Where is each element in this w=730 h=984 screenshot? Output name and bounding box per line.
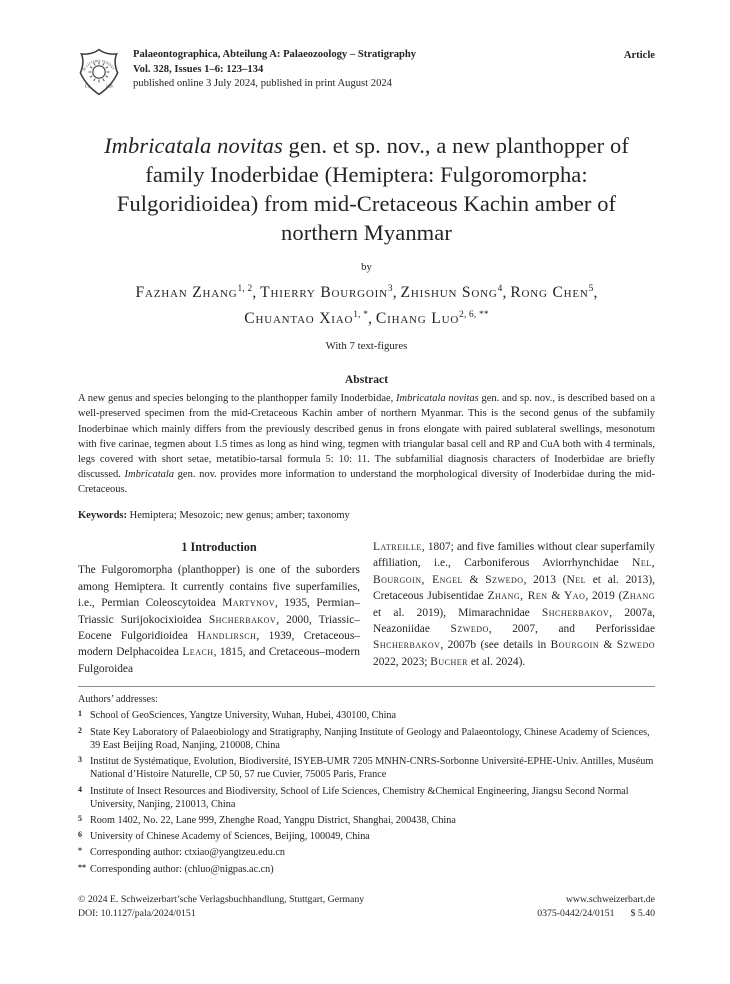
abstract-heading: Abstract: [344, 373, 389, 387]
footnote: [78, 785, 655, 811]
author-line-1: Fazhan Zhang$^{1, 2}$, Thierry Bourgoin$^3$, Zhishun Song$^4$, Rong Chen$^5$,: [135, 284, 598, 302]
issn-price-line: [537, 907, 655, 921]
article-title: Imbricatala novitas gen. et sp. nov., a new planthopper of family Inoderbidae (Hemiptera: Fulgoromorpha: Fulgoridioidea) from mid-Cretaceous Kachin amber of northern Myanmar: [104, 133, 629, 245]
introduction-paragraph-right: Latreille, 1807; and five families without clear superfamily affiliation, i.e., Carboniferous Aviorrhynchidae Nel, Bourgoin, Engel & Szwedo, 2013 (Nel et al. 2013), Cretaceous Jubisentidae Zhang, Ren & Yao, 2019 (Zhang et al. 2019), Mimarachnidae Shcherbakov, 2007a, Neazoniidae Szwedo, 2007, and Perforissidae Shcherbakov, 2007b (see details in Bourgoin & Szwedo 2022, 2023; Bucher et al. 2024).: [373, 541, 656, 668]
article-type-label: Article: [623, 50, 655, 61]
footnote-marker: 2: [78, 725, 82, 735]
footnote-text: State Key Laboratory of Palaeobiology and Stratigraphy, Nanjing Institute of Geology and Palaeontology, Chinese Academy of Sciences, 39 East Beijing Road, Nanjing, 210008, China: [90, 726, 650, 751]
logo-initials: E.S.: [84, 84, 91, 89]
footnote-marker: **: [78, 862, 86, 872]
publisher-emblem-icon: [78, 48, 120, 96]
footnote: [78, 709, 655, 722]
footnote-text: Room 1402, No. 22, Lane 999, Zhenghe Road, Yangpu District, Shanghai, 200438, China: [90, 814, 456, 826]
doi-line: DOI: 10.1127/pala/2024/0151: [78, 907, 196, 919]
footnote-marker: 1: [78, 709, 82, 719]
logo-year: 1826: [105, 84, 113, 89]
figures-note: With 7 text-figures: [325, 340, 408, 353]
footnote-marker: *: [78, 846, 82, 856]
introduction-paragraph-left: The Fulgoromorpha (planthopper) is one of the suborders among Hemiptera. It currently contains five superfamilies, i.e., Permian Coleoscytoidea Martynov, 1935, Permian–Triassic Surijokocixioidea Shcherbakov, 2000, Triassic–Eocene Fulgoridioidea Handlirsch, 1939, Cretaceous–modern Delphacoidea Leach, 1815, and Cretaceous–modern Fulgoroidea: [78, 564, 361, 675]
footnote-text: University of Chinese Academy of Sciences, Beijing, 100049, China: [90, 831, 370, 843]
right-column: [373, 539, 655, 677]
footnote: [78, 755, 655, 781]
footnote-text: Corresponding author: ctxiao@yangtzeu.edu.cn: [90, 847, 285, 859]
footnote-corresponding-author-2: [78, 863, 655, 876]
issn-code: 0375-0442/24/0151: [537, 907, 615, 919]
footnote-marker: 4: [78, 784, 82, 794]
section-heading-introduction: 1 Introduction: [181, 540, 257, 555]
authors-addresses-section: [78, 686, 655, 875]
footnote-marker: 5: [78, 813, 82, 823]
volume-info: Vol. 328, Issues 1–6: 123–134: [133, 63, 264, 75]
footnote: [78, 830, 655, 843]
journal-header: [78, 48, 655, 101]
footnote: [78, 726, 655, 752]
sun-circle: [93, 66, 105, 78]
keywords-line: Keywords: Hemiptera; Mesozoic; new genus; amber; taxonomy: [78, 510, 350, 522]
footnote-text: Institut de Systématique, Evolution, Biodiversité, ISYEB-UMR 7205 MNHN-CNRS-Sorbonne Université-EPHE-Univ. Antilles, Muséum National d’Histoire Naturelle, CP 50, 57 rue Cuvier, 75005 Paris, France: [90, 756, 654, 781]
footnote: [78, 814, 655, 827]
copyright-line: © 2024 E. Schweizerbart’sche Verlagsbuchhandlung, Stuttgart, Germany: [78, 894, 365, 905]
footer-right: [537, 893, 655, 920]
footnote-marker: 3: [78, 755, 82, 765]
footnote-text: School of GeoSciences, Yangtze University, Wuhan, Hubei, 430100, China: [90, 710, 397, 722]
author-list: [78, 278, 655, 330]
footnote-text: Corresponding author: (chluo@nigpas.ac.cn): [90, 863, 274, 875]
journal-name: Palaeontographica, Abteilung A: Palaeozoology – Stratigraphy: [133, 49, 417, 60]
abstract-text: A new genus and species belonging to the planthopper family Inoderbidae, Imbricatala novitas gen. and sp. nov., is described based on a well-preserved specimen from the mid-Cretaceous Kachin amber of northern Myanmar. This is the second genus of the subfamily Inoderbinae which mainly differs from the previously described genus in frons elongate with paired sublateral swellings, mesonotum with five carinae, tegmen about 1.5 times as long as hind wing, tegmen with triangular basal cell and RP and CuA both with 4 terminals, legs covered with short setae, metatibio-tarsal formula 5: 10: 11. The subfamilial diagnosis characters of Inoderbidae are briefly discussed. Imbricatala gen. nov. provides more information to understand the morphological diversity of Inoderbidae during the mid-Cretaceous.: [78, 393, 655, 495]
author-line-2: Chuantao Xiao$^{1, *}$, Cihang Luo$^{2, 6, **}$: [244, 310, 489, 328]
addresses-heading: Authors’ addresses:: [78, 694, 158, 706]
price: $ 5.40: [630, 907, 655, 919]
body-columns: [78, 539, 655, 677]
publisher-website: www.schweizerbart.de: [565, 894, 655, 905]
publication-dates: published online 3 July 2024, published in print August 2024: [133, 78, 392, 89]
publication-info: [133, 48, 624, 92]
footnote-marker: 6: [78, 830, 82, 840]
page-footer: [78, 893, 655, 920]
logo-motto: IN LITTERIS VERITAS: [81, 58, 116, 72]
byline: by: [361, 261, 372, 273]
footnote-text: Institute of Insect Resources and Biodiversity, School of Life Sciences, Chemistry &Chemical Engineering, Jiangsu Second Normal University, Nanjing, 210013, China: [90, 785, 629, 810]
footer-left: [78, 893, 364, 920]
left-column: [78, 539, 360, 677]
footnote-corresponding-author-1: [78, 846, 655, 859]
publisher-logo-icon: [78, 48, 120, 101]
